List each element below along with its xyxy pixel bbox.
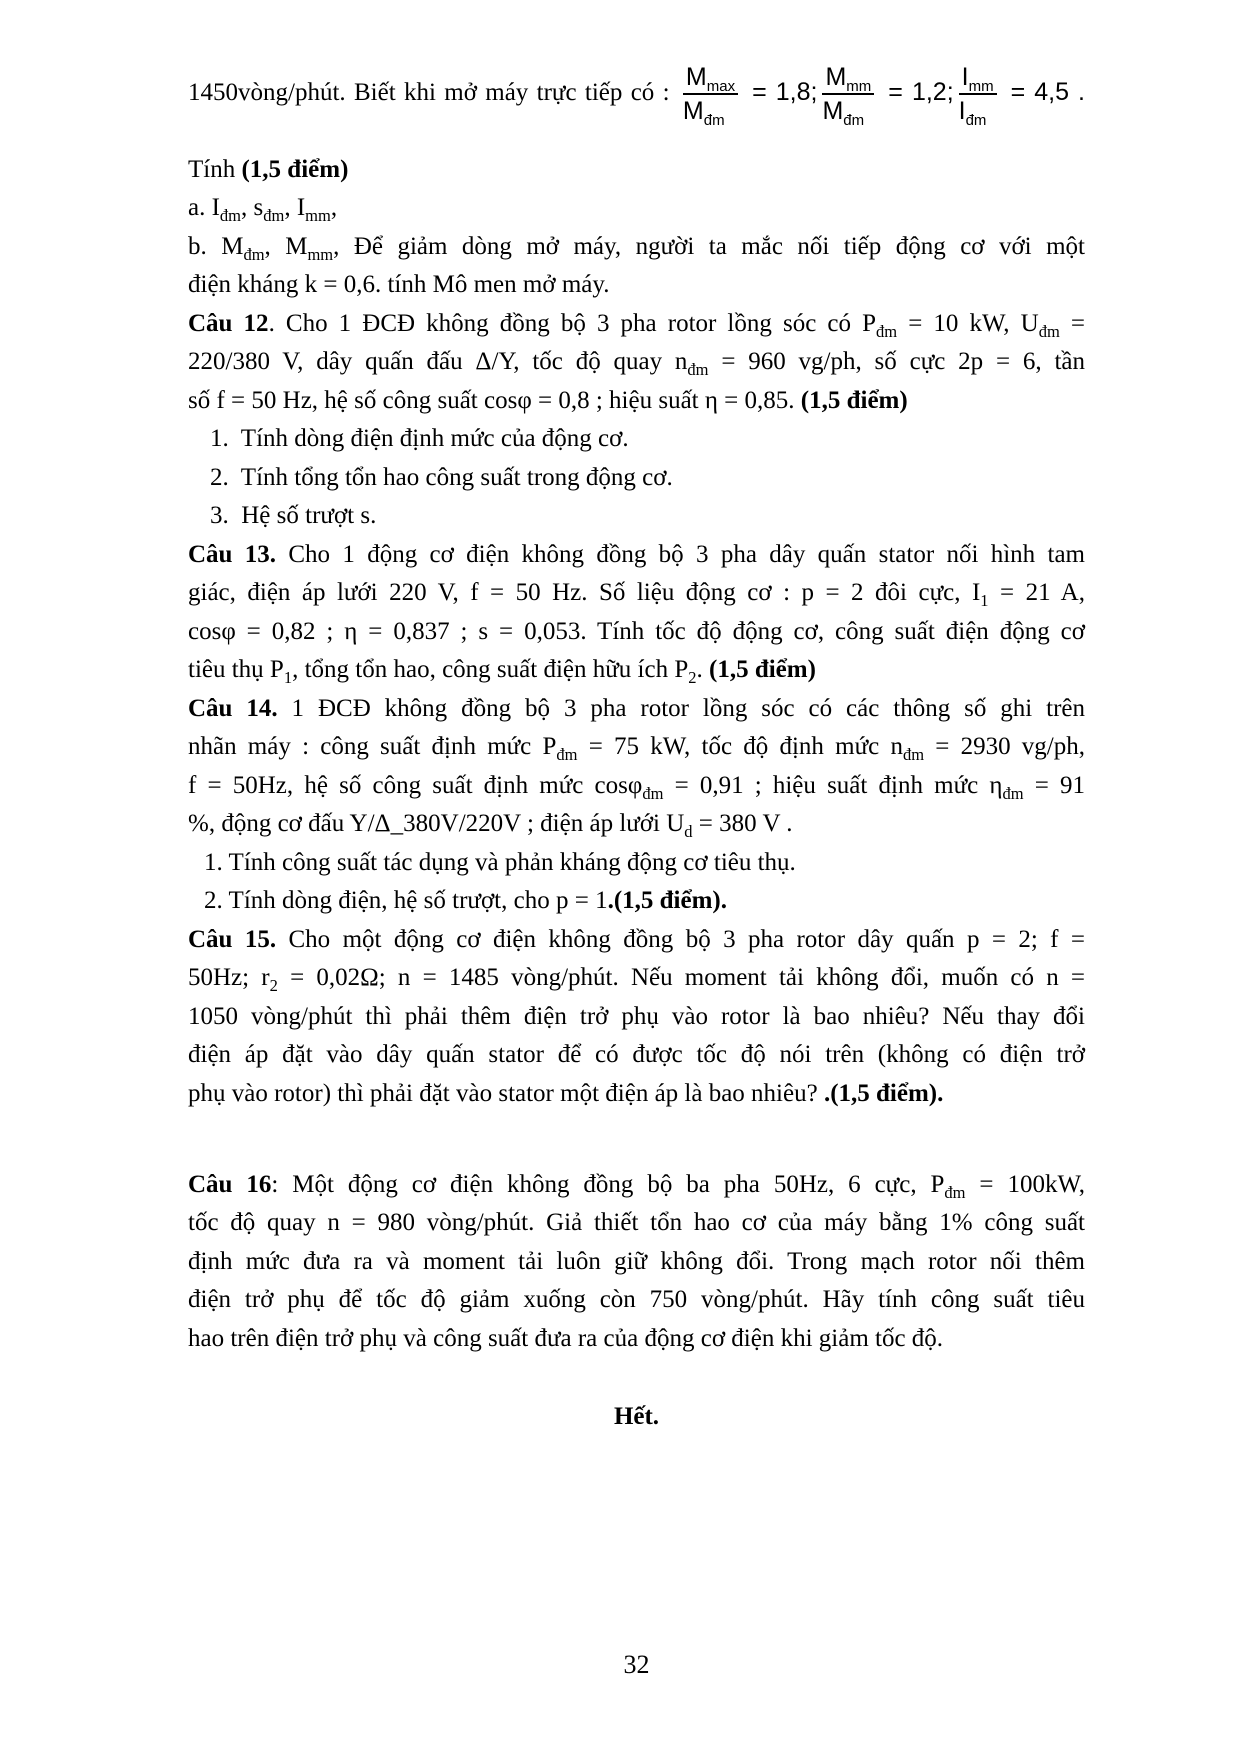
text-line	[188, 343, 1085, 382]
text-run: Cho một động cơ điện không đồng bộ 3 pha rotor dây quấn p = 2; f =	[276, 925, 1085, 953]
text-line	[188, 1113, 1085, 1152]
text-run: = 10 kW, U	[897, 309, 1039, 337]
text-run: điện kháng k = 0,6. tính Mô men mở máy.	[188, 271, 610, 298]
text-run: 2. Tính dòng điện, hệ số trượt, cho p = 1	[204, 887, 608, 914]
text-run: = 0,02Ω; n = 1485 vòng/phút. Nếu moment tải không đổi, muốn có n =	[277, 964, 1086, 991]
text-run: 1. Tính công suất tác dụng và phản kháng động cơ tiêu thụ.	[204, 848, 796, 876]
text-run: 1	[283, 668, 293, 687]
text-line	[188, 1036, 1085, 1075]
text-run: , I	[284, 194, 306, 221]
text-run: điện trở phụ để tốc độ giảm xuống còn 750 vòng/phút. Hãy tính công suất tiêu	[188, 1286, 1085, 1313]
text-run: tiêu thụ P	[188, 656, 284, 683]
text-run: Câu 16	[188, 1170, 272, 1198]
text-run: đm	[876, 321, 898, 341]
text-line	[188, 767, 1085, 806]
text-run: tốc độ quay n = 980 vòng/phút. Giả thiết tổn hao cơ của máy bằng 1% công suất	[188, 1209, 1085, 1236]
text-run: Tính	[188, 155, 242, 183]
text-line	[188, 1204, 1085, 1243]
text-run: (1,5 điểm)	[709, 656, 816, 683]
text-run: mm	[305, 206, 331, 225]
text-line	[188, 536, 1085, 575]
text-run: = 1,2;	[879, 77, 954, 106]
text-run: 1050 vòng/phút thì phải thêm điện trở phụ vào rotor là bao nhiêu? Nếu thay đổi	[188, 1002, 1085, 1030]
text-run: định mức đưa ra và moment tải luôn giữ không đổi. Trong mạch rotor nối thêm	[188, 1247, 1085, 1275]
text-line	[188, 921, 1085, 960]
text-line	[188, 1320, 1085, 1359]
text-run: (1,5 điểm)	[800, 386, 908, 414]
text-run: 1 ĐCĐ không đồng bộ 3 pha rotor lồng sóc có các thông số ghi trên	[277, 694, 1085, 722]
text-run: 3. Hệ số trượt s.	[210, 502, 377, 529]
text-line	[188, 151, 1085, 190]
text-run: = 91	[1023, 771, 1085, 799]
text-line	[188, 1398, 1085, 1437]
text-run: 2	[269, 976, 278, 995]
text-line	[188, 1075, 1085, 1114]
text-run: số f = 50 Hz, hệ số công suất cosφ = 0,8 ; hiệu suất η = 0,85.	[188, 386, 801, 414]
text-line	[188, 998, 1085, 1037]
text-run: = 75 kW, tốc độ định mức n	[577, 733, 903, 760]
text-run: d	[684, 822, 693, 841]
text-run: = 21 A,	[988, 579, 1085, 606]
text-run: Câu 15.	[188, 925, 277, 953]
text-run: b. M	[188, 232, 244, 260]
document-body	[188, 64, 1085, 1437]
text-run: = 960 vg/ph, số cực 2p = 6, tần	[708, 348, 1085, 375]
text-line	[188, 459, 1085, 498]
text-run: = 1,8;	[743, 77, 818, 106]
text-run: đm	[1002, 783, 1024, 803]
text-run: đm	[642, 783, 664, 803]
text-run: 50Hz; r	[188, 964, 270, 991]
text-run: = 2930 vg/ph,	[924, 733, 1085, 760]
text-run: Câu 12	[188, 309, 269, 337]
text-run: mm	[307, 244, 334, 264]
text-run: , M	[264, 232, 308, 260]
text-run: đm	[556, 745, 578, 764]
text-run: Hết.	[613, 1403, 660, 1430]
text-line	[188, 189, 1085, 228]
text-run: = 100kW,	[965, 1170, 1086, 1198]
text-run: hao trên điện trở phụ và công suất đưa ra của động cơ điện khi giảm tốc độ.	[188, 1324, 944, 1352]
text-run: =	[1059, 309, 1085, 337]
text-run: = 380 V .	[692, 810, 793, 837]
text-line	[188, 882, 1085, 921]
text-line	[188, 844, 1085, 883]
text-line	[188, 382, 1085, 421]
text-run: %, động cơ đấu Y/Δ_380V/220V ; điện áp lưới U	[188, 810, 685, 837]
text-run: đm	[902, 745, 925, 764]
text-line	[188, 63, 1085, 130]
text-run: đm	[219, 206, 242, 225]
text-run: 1	[980, 591, 989, 610]
text-run: đm	[243, 244, 265, 264]
text-line	[188, 1243, 1085, 1282]
text-run: .	[696, 656, 709, 683]
text-run: .(1,5 điểm).	[607, 887, 727, 914]
text-line	[188, 574, 1085, 613]
text-line	[188, 805, 1085, 844]
text-run: , Để giảm dòng mở máy, người ta mắc nối tiếp động cơ với một	[333, 232, 1085, 260]
text-run: a. I	[188, 194, 220, 221]
text-run: đm	[1038, 321, 1060, 341]
text-line	[188, 420, 1085, 459]
text-line	[188, 497, 1085, 536]
text-run: (1,5 điểm)	[241, 155, 349, 183]
page-number: 32	[623, 1650, 650, 1679]
text-run: .(1,5 điểm).	[823, 1079, 944, 1107]
text-run: . Cho 1 ĐCĐ không đồng bộ 3 pha rotor lồng sóc có P	[268, 309, 876, 337]
text-run: nhãn máy : công suất định mức P	[188, 733, 557, 760]
text-run: giác, điện áp lưới 220 V, f = 50 Hz. Số liệu động cơ : p = 2 đôi cực, I	[188, 579, 981, 606]
text-run: đm	[687, 360, 709, 379]
text-run: 2. Tính tổng tổn hao công suất trong động cơ.	[210, 463, 673, 491]
text-run: điện áp đặt vào dây quấn stator để có được tốc độ nói trên (không có điện trở	[188, 1041, 1085, 1068]
text-line	[188, 228, 1085, 267]
text-run: phụ vào rotor) thì phải đặt vào stator một điện áp là bao nhiêu?	[188, 1079, 824, 1107]
text-line	[188, 266, 1085, 305]
text-line	[188, 651, 1085, 690]
text-line	[188, 613, 1085, 652]
text-run: cosφ = 0,82 ; η = 0,837 ; s = 0,053. Tính tốc độ động cơ, công suất điện động cơ	[188, 617, 1085, 645]
text-run: 1450vòng/phút. Biết khi mở máy trực tiếp có :	[188, 78, 678, 106]
text-run: : Một động cơ điện không đồng bộ ba pha 50Hz, 6 cực, P	[271, 1170, 945, 1198]
fraction-formula: $\frac{I_{mm}}{I_{đm}}$	[959, 64, 997, 125]
text-run: f = 50Hz, hệ số công suất định mức cosφ	[188, 771, 643, 799]
text-run: Câu 14.	[188, 694, 278, 722]
text-line	[188, 728, 1085, 767]
text-line	[188, 1281, 1085, 1320]
text-line	[188, 305, 1085, 344]
text-run: , s	[241, 194, 264, 221]
text-line	[188, 1166, 1085, 1205]
text-run: 220/380 V, dây quấn đấu Δ/Y, tốc độ quay n	[188, 348, 688, 375]
text-line	[188, 959, 1085, 998]
text-run: ,	[330, 194, 338, 221]
text-run: = 4,5 .	[1001, 77, 1085, 106]
fraction-formula: $\frac{M_{mm}}{M_{đm}}$	[822, 64, 874, 125]
fraction-formula: $\frac{M_{max}}{M_{đm}}$	[683, 64, 738, 125]
text-run: 2	[688, 668, 697, 687]
text-line	[188, 690, 1085, 729]
text-run: Câu 13.	[188, 540, 277, 568]
text-run: = 0,91 ; hiệu suất định mức η	[663, 771, 1003, 799]
text-run: 1. Tính dòng điện định mức của động cơ.	[210, 425, 629, 452]
text-run: , tổng tổn hao, công suất điện hữu ích P	[292, 656, 689, 683]
text-run: đm	[944, 1182, 966, 1202]
text-run: Cho 1 động cơ điện không đồng bộ 3 pha dây quấn stator nối hình tam	[276, 540, 1085, 568]
text-run: đm	[263, 206, 285, 225]
